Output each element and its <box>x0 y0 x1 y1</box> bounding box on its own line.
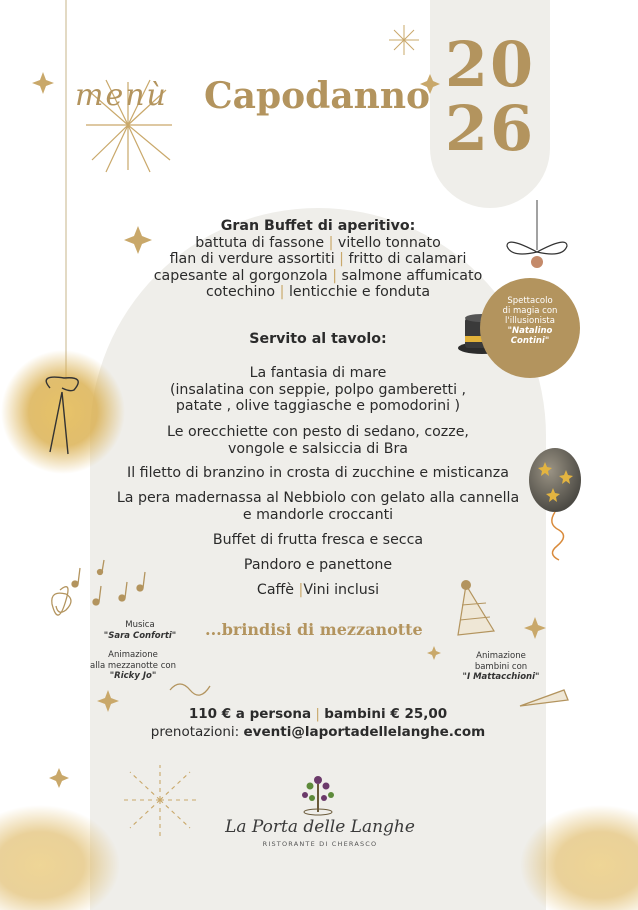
course-5 <box>110 532 526 549</box>
buffet-item: flan di verdure assortiti <box>169 251 335 267</box>
party-horn-icon <box>170 684 210 695</box>
menu-word: menù <box>75 78 168 113</box>
magician-name: "Natalino <box>507 326 553 336</box>
glitter-corner-right-icon <box>520 805 638 910</box>
course-1 <box>110 365 526 415</box>
course-4 <box>110 490 526 523</box>
year-top: 20 <box>444 28 536 101</box>
booking-line <box>110 724 526 740</box>
course-line: e mandorle croccanti <box>242 506 394 523</box>
booking-email[interactable]: eventi@laportadellelanghe.com <box>243 724 486 740</box>
course-line: patate , olive taggiasche e pomodorini ) <box>175 398 461 414</box>
course-line: La fantasia di mare <box>249 365 387 381</box>
note-line: bambini con <box>474 661 528 672</box>
coffee-item: Caffè <box>256 582 295 598</box>
buffet-item: cotechino <box>205 284 276 300</box>
course-line: Il filetto di branzino in crosta di zucchine e misticanza <box>127 465 509 481</box>
buffet-item: vitello tonnato <box>337 234 441 251</box>
firework-dashed-icon <box>120 765 200 840</box>
note-line: Animazione <box>108 650 158 660</box>
course-line: Le orecchiette con pesto di sedano, cozze, <box>167 424 469 440</box>
buffet-section <box>110 218 526 301</box>
kids-price: bambini € 25,00 <box>324 706 448 722</box>
booking-label: prenotazioni: <box>150 724 240 740</box>
buffet-line: flan di verdure assortiti | fritto di calamari <box>169 251 467 267</box>
glitter-corner-left-icon <box>0 805 120 910</box>
buffet-line: cotechino | lenticchie e fonduta <box>205 284 431 300</box>
course-line: Buffet di frutta fresca e secca <box>212 532 424 548</box>
kids-entertainment-note <box>446 651 556 683</box>
course-2 <box>110 424 526 457</box>
course-3 <box>110 465 526 482</box>
entertainer-name: "Ricky Jo" <box>109 671 157 681</box>
buffet-line: battuta di fassone | vitello tonnato <box>195 234 441 251</box>
price-line: 110 € a persona | bambini € 25,00 <box>188 706 448 722</box>
midnight-entertainment-note <box>70 650 196 682</box>
buffet-line: capesante al gorgonzola | salmone affumicato <box>153 267 483 284</box>
course-line: Pandoro e panettone <box>243 557 393 573</box>
course-6 <box>110 557 526 574</box>
musician-name: "Sara Conforti" <box>103 630 177 641</box>
note-line: Animazione <box>476 651 526 661</box>
course-line: (insalatina con seppie, polpo gamberetti , <box>169 381 467 398</box>
glitter-ornament-icon <box>1 350 125 474</box>
buffet-heading: Gran Buffet di aperitivo: <box>220 218 416 234</box>
restaurant-logo-subtitle: RISTORANTE DI CHERASCO <box>262 840 378 848</box>
magician-name: Contini" <box>510 336 550 346</box>
coffee-wine-line: Caffè |Vini inclusi <box>256 582 380 598</box>
star-balloon-icon <box>529 448 581 560</box>
buffet-item: capesante al gorgonzola <box>153 267 328 284</box>
note-line: alla mezzanotte con <box>90 660 176 671</box>
party-horn-right-icon <box>520 690 568 706</box>
served-heading: Servito al tavolo: <box>249 331 387 347</box>
buffet-item: battuta di fassone <box>195 234 325 251</box>
logo-tree-icon <box>302 776 334 815</box>
buffet-item: lenticchie e fonduta <box>288 284 431 300</box>
firework-small-icon <box>389 25 419 55</box>
adult-price: 110 € a persona <box>188 706 312 722</box>
bauble-cap-icon <box>531 256 543 268</box>
magic-show-badge <box>480 278 580 378</box>
buffet-item: fritto di calamari <box>348 251 467 267</box>
restaurant-logo-name: La Porta delle Langhe <box>225 817 415 837</box>
year-bottom: 26 <box>444 92 536 165</box>
buffet-item: salmone affumicato <box>341 267 483 284</box>
badge-line: l'illusionista <box>505 316 555 326</box>
course-line: vongole e salsiccia di Bra <box>228 440 408 457</box>
entertainer-name: "I Mattacchioni" <box>462 672 540 682</box>
course-line: La pera madernassa al Nebbiolo con gelato alla cannella <box>116 490 520 506</box>
music-label: Musica <box>125 620 155 630</box>
badge-line: di magia con <box>502 306 558 316</box>
page-title: Capodanno <box>204 75 431 117</box>
brindisi-text: ...brindisi di mezzanotte <box>205 620 423 639</box>
wine-item: Vini inclusi <box>303 582 380 598</box>
music-note <box>80 620 200 641</box>
badge-line: Spettacolo <box>507 296 553 306</box>
